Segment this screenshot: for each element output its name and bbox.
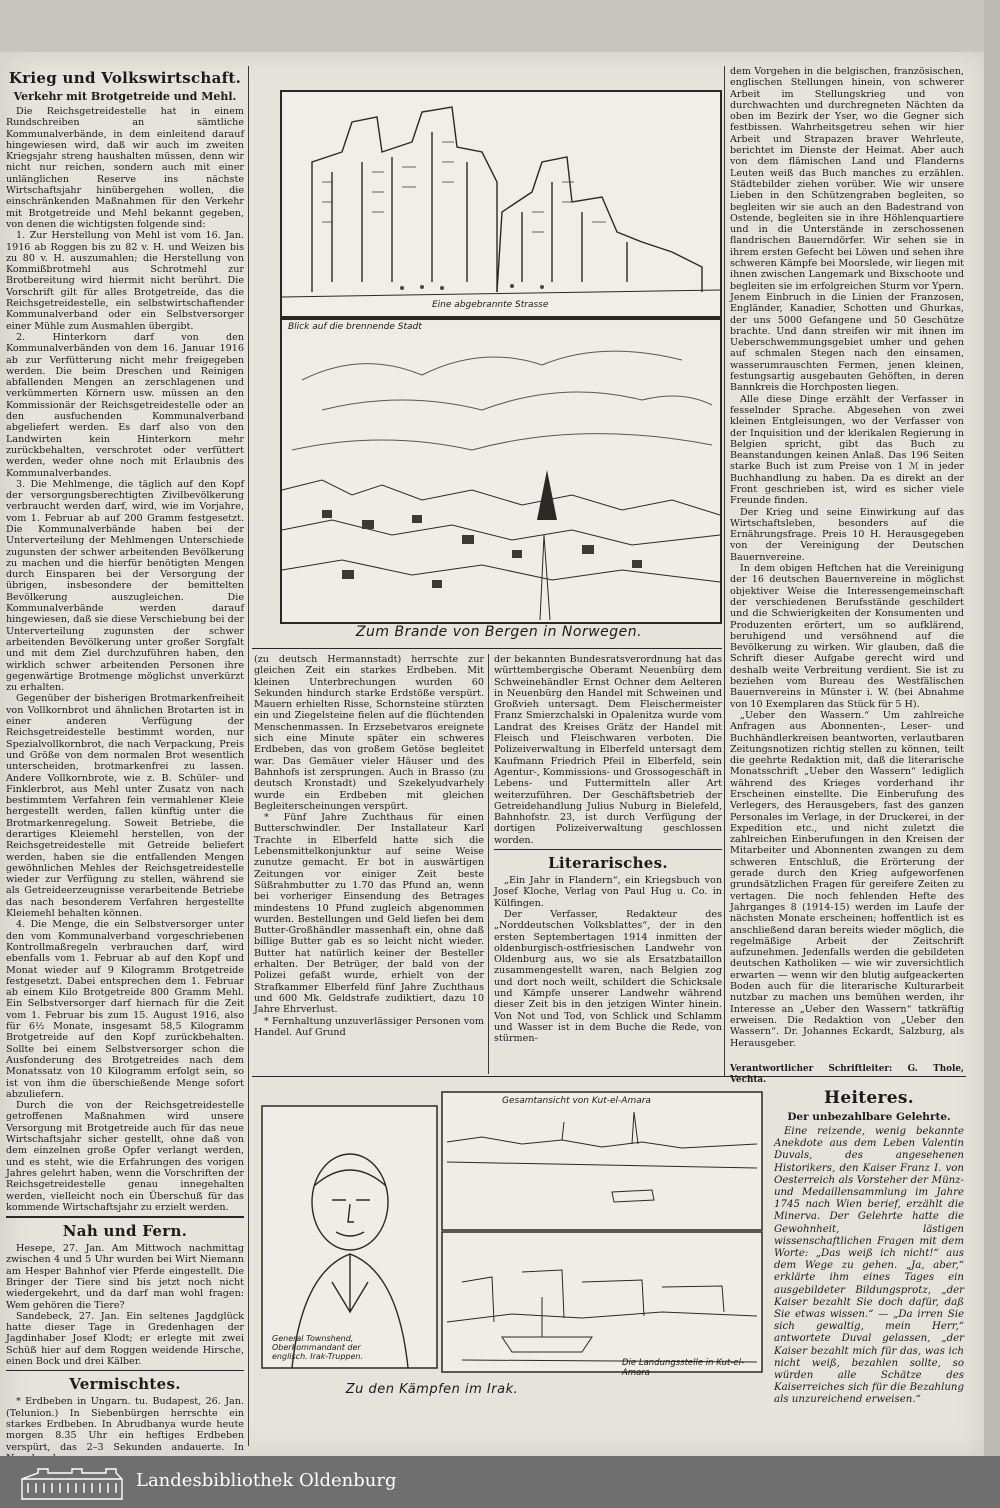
- column-4: [730, 66, 964, 1086]
- column-divider: [488, 654, 489, 1074]
- library-name: Landesbibliothek Oldenburg: [136, 1470, 397, 1491]
- caption-irak: Zu den Kämpfen im Irak.: [345, 1382, 519, 1397]
- label-kut-overview: Gesamtansicht von Kut-el-Amara: [502, 1096, 651, 1106]
- paragraph: * Erdbeben in Ungarn. tu. Budapest, 26. Jan. (Telunion.) In Siebenbürgen herrschte ein starkes Erdbeben. In Abrudbanya wurde heute morgen 8.35 Uhr ein heftiges Erdbeben verspürt, das 2–3 Sekunden andauerte. In: [6, 1396, 244, 1453]
- label-street: Eine abgebrannte Strasse: [432, 300, 549, 310]
- paragraph: Die Reichsgetreidestelle hat in einem Rundschreiben an sämtliche Kommunalverbände, in dem einleitend darauf hingewiesen wird, daß wir auch im zweiten Kriegsjahr streng haushalten müssen, denn wir nicht nur reichen, sondern auch mit einer unlänglichen Reserve ins nächste Wirtschaftsjahr hinübergehen wollen, die einschränkenden Maßnahmen für den Verkehr mit Brotgetreide und Mehl bekannt gegeben, von denen die wichtigsten folgende sind:: [6, 106, 244, 230]
- column-1: [6, 66, 244, 1456]
- newspaper-page: [4, 52, 984, 1456]
- paragraph: „Ueber den Wassern.“ Um zahlreiche Anfragen aus Abonnenten-, Leser- und Buchhändlerkreisen beantworten, verlautbaren Zeitungsnotizen richtig stellen zu können, teilt die geehrte Redaktion mit, daß die literarische Monatsschrift „Ueber den Wassern“ lediglich während des Krieges vorderhand ihr Erscheinen einstellte. Die Einberufung des Verlegers, des Herausgebers, fast des ganzen Personales im Verlage, in der Druckerei, in der Expedition etc., und nicht zuletzt die zahlreichen Einberufungen in den Kreisen der Mitarbeiter und Abonnenten zwangen zu dem schweren Entschluß, die Erörterung der gerade durch den Krieg aufgeworfenen grundsätzlichen Fragen für gereifere Zeiten zu vertagen. Die noch fehlenden Hefte des Jahrganges 8 (1914-15) werden im Laufe der nächsten Monate erscheinen; hoffentlich ist es anschließend daran bereits wieder möglich, die regelmäßige Arbeit der Zeitschrift aufzunehmen. Jedenfalls werden die gebildeten deutschen Katholiken — wie wir zuversichtlich erwarten — wenn wir den blutig aufgeackerten Boden auch für die literarische Kulturarbeit nutzbar zu machen uns bemühen werden, ihr Interesse an „Ueber den Wassern“ tatkräftig erweisen. Die Redaktion von „Ueber den Wassern“. Dr. Johannes Eckardt, Salzburg, als Herausgeber.: [730, 709, 964, 1049]
- paragraph: 2. Hinterkorn darf von den Kommunalverbänden von dem 16. Januar 1916 ab zur Verfütterung nicht mehr freigegeben werden. Die beim Dreschen und Reinigen abfallenden Mengen an zerschlagenen und verkümmerten Körnern usw. müssen an den Kommissionär der Reichsgetreidestelle oder an den ausfuchenden Kommunalverband abgeliefert werden. Es darf also von den Landwirten kein Hinterkorn mehr zurückbehalten, verschrotet oder verfüttert werden, weder ohne noch mit Erlaubnis des Kommunalverbandes.: [6, 331, 244, 479]
- paragraph: 3. Die Mehlmenge, die täglich auf den Kopf der versorgungsberechtigten Zivilbevölkerung verbraucht werden darf, wird, wie im Vorjahre, vom 1. Februar ab auf 200 Gramm festgesetzt. Die Kommunalverbände haben bei der Unterverteilung der Mehlmengen Unterschiede zugunsten der schwer arbeitenden Bevölkerung zu machen und die hierfür benötigten Mengen durch Einsparen bei der Versorgung der übrigen, insbesondere der bemittelten Bevölkerung auszugleichen. Die Kommunalverbände werden darauf hingewiesen, daß sie diese Verschiebung bei der Unterverteilung zugunsten der schwer arbeitenden Bevölkerung unter großer Sorgfalt und mit dem Ziel durchzuführen haben, den wirklich schwer arbeitenden Personen ihre gegenwärtige Brotmenge möglichst unverkürzt zu erhalten.: [6, 478, 244, 694]
- paragraph: Durch die von der Reichsgetreidestelle getroffenen Maßnahmen wird unsere Versorgung mit Brotgetreide auch für das neue Wirtschaftsjahr sicher gestellt, ohne daß von dem einzelnen große Opfer verlangt werden, und es steht, wie die Erfahrungen des vorigen Jahres gelehrt haben, wenn die Vorschriften der Reichsgetreidestelle genau innegehalten werden, vielleicht noch ein Überschuß für das kommende Wirtschaftsjahr zu erzielt werden.: [6, 1100, 244, 1213]
- horizontal-rule: [252, 648, 722, 649]
- section-divider: [6, 1370, 244, 1371]
- subtitle-gelehrte: Der unbezahlbare Gelehrte.: [787, 1111, 951, 1123]
- scan-top-margin: [0, 0, 1000, 52]
- paragraph: Sandebeck, 27. Jan. Ein seltenes Jagdglück hatte dieser Tage in Gredenhagen der Jagdinhaber Josef Klodt; er erlegte mit zwei Schüß hier auf dem Roggen weidende Hirsche, einen Bock und drei Kälber.: [6, 1310, 244, 1368]
- column-divider: [724, 66, 725, 1076]
- label-city: Blick auf die brennende Stadt: [288, 322, 422, 332]
- paragraph: der bekannten Bundesratsverordnung hat das württembergische Oberamt Neuenbürg dem Schweinehändler Ernst Ochner dem Aelteren in Neuenbürg den Handel mit Schweinen und Großvieh untersagt. Dem Fleischermeister Franz Smierzchalski in Opalenitza wurde vom Landrat des Kreises Grätz der Handel mit Fleisch und Fleischwaren verboten. Die Polizeiverwaltung in Elberfeld untersagt dem Kaufmann Friedrich Pfeil in Elberfeld, sein Agentur-, Kommissions- und Grossogeschäft in Lebens- und Futtermitteln aller Art weiterzuführen. Der Geschäftsbetrieb der Getreidehandlung Julius Nuburg in Bielefeld, Bahnhofstr. 23, ist durch Verfügung der dortigen Polizeiverwaltung geschlossen worden.: [494, 654, 722, 846]
- section-title-vermischtes: Vermischtes.: [69, 1375, 181, 1394]
- section-divider: [494, 849, 722, 850]
- section-divider: [6, 1216, 244, 1218]
- paragraph: Eine reizende, wenig bekannte Anekdote aus dem Leben Valentin Duvals, des angesehenen Historikers, den Kaiser Franz I. von Oesterreich als Vorsteher der Münz- und Medaillensammlung im Jahre 1745 nach Wien berief, erzählt die Minerva. Der Gelehrte hatte die Gewohnheit, lästigen wissenschaftlichen Fragen mit dem Worte: „Das weiß ich nicht!“ aus dem Wege zu gehen. „Ja, aber,“ erklärte ihm eines Tages ein ausgebildeter Bildungsprotz, „der Kaiser bezahlt Sie doch dafür, daß Sie etwas wissen.“ — „Da irren Sie sich gewaltig, mein Herr,“ antwortete Duval gelassen, „der Kaiser bezahlt mich für das, was ich nicht weiß, bezahlen sollte, so würden alle Schätze des Kaiserreiches sich für die Bezahlung als unzureichend erweisen.“: [774, 1126, 964, 1406]
- paragraph: Gegenüber der bisherigen Brotmarkenfreiheit von Vollkornbrot und ähnlichen Brotarten ist in einer anderen Verfügung der Reichsgetreidestelle bestimmt worden, nur Spezialvollkornbrot, die nach Verpackung, Preis und Größe von dem normalen Brot wesentlich unterscheiden, brotmarkenfrei zu lassen. Andere Vollkornbrote, wie z. B. Schüler- und Finklerbrot, aus Mehl unter Zusatz von nach bestimmtem Verfahren fein vermahlener Kleie hergestellt werden, fallen künftig unter die Brotmarkenregelung. Soweit Betriebe, die derartiges Kleiemehl herstellen, von der Reichsgetreidestelle mit Getreide beliefert werden, haben sie die entfallenden Mengen gewöhnlichen Mehles der Reichsgetreidestelle wieder zur Verfügung zu stellen, während sie als Getreideerzeugnisse verarbeitende Betriebe das nach besonderem Verfahren hergestellte Kleiemehl behalten können.: [6, 693, 244, 920]
- paragraph: Der Krieg und seine Einwirkung auf das Wirtschaftsleben, besonders auf die Ernährungsfrage. Preis 10 H. Herausgegeben von der Vereinigung der Deutschen Bauernvereine.: [730, 506, 964, 563]
- heiteres-column: [774, 1086, 964, 1426]
- paragraph: (zu deutsch Hermannstadt) herrschte zur gleichen Zeit ein starkes Erdbeben. Mit kleinen Unterbrechungen wurden 60 Sekunden hindurch starke Erdstöße verspürt. Mauern erhielten Risse, Schornsteine stürzten ein und Ziegelsteine fielen auf die flüchtenden Menschenmassen. In Erzsebetvaros ereignete sich eine Minute später ein schweres Erdbeben, das von großem Getöse begleitet war. Das Gemäuer vieler Häuser und des Bahnhofs ist zersprungen. Auch in Brasso (zu deutsch Kronstadt) und Szekelyudvarhely wurde ein Erdbeben mit gleichen Begleiterscheinungen verspürt.: [254, 654, 484, 812]
- illustration-irak: [262, 1082, 766, 1378]
- editor-signature: Verantwortlicher Schriftleiter: G. Thole, Vechta.: [730, 1064, 964, 1086]
- scan-right-margin: [984, 0, 1000, 1508]
- paragraph: * Fünf Jahre Zuchthaus für einen Butterschwindler. Der Installateur Karl Trachte in Elberfeld hatte sich die Lebensmittelkonjunktur auf seine Weise zunutze gemacht. Er bot in auswärtigen Zeitungen vor einiger Zeit beste Süßrahmbutter zu 1.70 das Pfund an, wenn bei vorheriger Einsendung des Betrages mindestens 10 Pfund zugleich abgenommen wurden. Bestellungen und Geld liefen bei dem Butter-Großhändler massenhaft ein, ohne daß billige Butter gab es so leicht nicht wieder. Butter hat natürlich keiner der Besteller erhalten. Der Betrüger, der bald von der Polizei gefaßt wurde, erhielt von der Strafkammer Elberfeld fünf Jahre Zuchthaus und 600 Mk. Geldstrafe zudiktiert, dazu 10 Jahre Ehrverlust.: [254, 812, 484, 1016]
- illustration-bergen-street: [280, 90, 722, 318]
- subtitle-verkehr: Verkehr mit Brotgetreide und Mehl.: [13, 90, 237, 103]
- paragraph: Alle diese Dinge erzählt der Verfasser in fesselnder Sprache. Abgesehen von zwei kleinen Entgleisungen, wo der Verfasser von der Inquisition und der klerikalen Regierung in Belgien spricht, gibt das Buch zu Beanstandungen keinen Anlaß. Das 196 Seiten starke Buch ist zum Preise von 1 ℳ in jeder Buchhandlung zu haben. Da es direkt an der Front geschrieben ist, wird es sicher viele Freunde finden.: [730, 393, 964, 507]
- burning-city-drawing: [282, 320, 720, 622]
- section-title-literarisches: Literarisches.: [548, 854, 668, 873]
- paragraph: Der Verfasser, Redakteur des „Norddeutschen Volksblattes“, der in den ersten Septembertagen 1914 inmitten der oldenburgisch-ostfriesischen Landwehr von Oldenburg aus, wo sie als Ersatzbataillon zusammengestellt waren, nach Belgien zog und dort noch weilt, schildert die Schicksale und Kämpfe unserer Landwehr während dieser Zeit bis in den jetzigen Winter hinein. Von Not und Tod, von Schlick und Schlamm und Wasser ist in dem Buche die Rede, von stürmen-: [494, 908, 722, 1045]
- section-title-nah: Nah und Fern.: [62, 1222, 188, 1241]
- paragraph: 1. Zur Herstellung von Mehl ist vom 16. Jan. 1916 ab Roggen bis zu 82 v. H. und Weizen bis zu 80 v. H. auszumahlen; die Herstellung von Kommißbrotmehl aus Schrotmehl zur Brotbereitung wird hiermit nicht berührt. Die Vorschrift gilt für alles Brotgetreide, das die Reichsgetreidestelle, ein selbstwirtschaftender Kommunalverband oder ein Selbstversorger einer Mühle zum Ausmahlen übergibt.: [6, 230, 244, 332]
- paragraph: dem Vorgehen in die belgischen, französischen, englischen Stellungen hinein, von schwerer Arbeit im Stellungskrieg und von durchwachten und durchregneten Nächten da oben im Bezirk der Yser, wo die Gegner sich festbissen. Wahrheitsgetreu sehen wir hier Arbeit und Strapazen braver Wehrleute, berichtet im Dienste der Heimat. Aber auch von dem flämischen Land und Flanderns Leuten weiß das Buch manches zu erzählen. Städtebilder ziehen vorüber. Wie wir unsere Lieben in den Schützengraben begleiten, so begleiten wir sie auch an den Badestrand von Ostende, begleiten sie in ihre Höhlenquartiere und in die Unterstände in zerschossenen flandrischen Bauerndörfer. Wir sehen sie in ihrem ersten Gefecht bei Löwen und sehen ihre schweren Kämpfe bei Moorslede, wir liegen mit ihnen zwischen Langemark und Bixschoote und begleiten sie im erfolgreichen Sturm vor Ypern. Jenem Einbruch in die Linien der Franzosen, Engländer, Kanadier, Schotten und Ghurkas, der uns 5000 Gefangene und 50 Geschütze brachte. Und dann streifen wir mit ihnen im Ueberschwemmungsgebiet umher und gehen auf schmalen Stegen nach den einsamen, wasserumrauschten Fermen, jenen kleinen, festungsartig ausgebauten Gehöften, in deren Bannkreis die Horchposten liegen.: [730, 66, 964, 394]
- paragraph: * Fernhaltung unzuverlässiger Personen vom Handel. Auf Grund: [254, 1015, 484, 1038]
- burned-street-drawing: [282, 92, 720, 316]
- caption-townshend: General Townshend, Oberkommandant der englisch. Irak-Truppen.: [272, 1334, 364, 1361]
- column-divider: [248, 66, 249, 1446]
- column-3: [494, 654, 722, 1074]
- column-2: [254, 654, 484, 1074]
- paragraph: In dem obigen Heftchen hat die Vereinigung der 16 deutschen Bauernvereine in möglichst objektiver Weise die Interessengemeinschaft der verschiedenen Berufsstände geschildert und die Schwierigkeiten der Konsumenten und Produzenten erörtert, um so aufklärend, beruhigend und versöhnend auf die Bevölkerung zu wirken. Wir glauben, daß die Schrift dieser Aufgabe gerecht wird und deshalb weite Verbreitung verdient. Sie ist zu beziehen vom Bureau des Westfälischen Bauernvereins in Münster i. W. (bei Abnahme von 10 Exemplaren das Stück für 5 H).: [730, 563, 964, 710]
- section-title-krieg: Krieg und Volkswirtschaft.: [8, 69, 242, 87]
- label-kut-landing: Die Landungsstelle in Kut-el-Amara: [622, 1358, 745, 1378]
- paragraph: Hesepe, 27. Jan. Am Mittwoch nachmittag zwischen 4 und 5 Uhr wurden bei Wirt Niemann am Hesper Bahnhof vier Pferde eingestellt. Die Bringer der Tiere sind bis jetzt noch nicht wiedergekehrt, und da darf man wohl fragen: Wem gehören die Tiere?: [6, 1243, 244, 1311]
- library-footer: [0, 1456, 1000, 1508]
- illustration-bergen-city: [280, 318, 722, 624]
- paragraph: 4. Die Menge, die ein Selbstversorger unter den vom Kommunalverband vorgeschriebenen Kontrollmaßregeln verbrauchen darf, wird ebenfalls vom 1. Februar ab auf den Kopf und Monat wieder auf 9 Kilogramm Brotgetreide festgesetzt. Dabei entsprechen dem 1. Februar ab einem Kilo Brotgetreide 800 Gramm Mehl. Ein Selbstversorger darf hiernach für die Zeit vom 1. Februar bis zum 15. August 1916, also für 6½ Monate, insgesamt 58,5 Kilogramm Brotgetreide auf den Kopf zurückbehalten. Sollte bei einem Selbstversorger schon die Ausfonderung des Brotgetreides nach dem Monatssatz von 10 Kilogramm erfolgt sein, so ist von ihm die überschießende Menge sofort abzuliefern.: [6, 919, 244, 1100]
- library-building-icon: [18, 1465, 126, 1501]
- section-title-heiteres: Heiteres.: [824, 1088, 914, 1108]
- caption-bergen: Zum Brande von Bergen in Norwegen.: [355, 624, 643, 640]
- paragraph: „Ein Jahr in Flandern“, ein Kriegsbuch von Josef Kloche, Verlag von Paul Hug u. Co. in Külfingen.: [494, 875, 722, 909]
